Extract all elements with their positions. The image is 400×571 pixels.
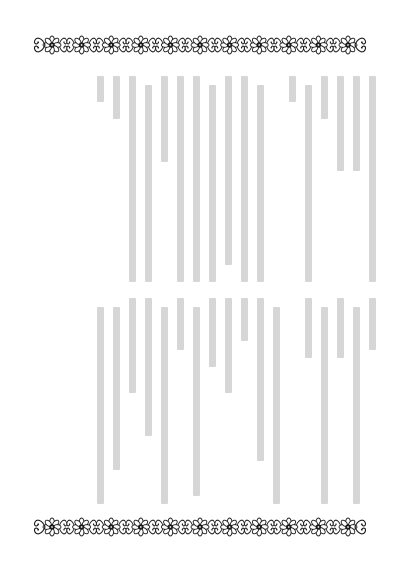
flower-ornament-icon — [161, 518, 179, 536]
flower-ornament-icon — [73, 36, 91, 54]
redacted-text-line — [273, 307, 280, 505]
top-ornament-border — [0, 31, 400, 59]
redacted-text-line — [225, 298, 232, 393]
bottom-ornament-border — [0, 513, 400, 541]
flower-ornament-icon — [250, 36, 268, 54]
redacted-text-line — [369, 76, 376, 282]
redacted-text-line — [177, 298, 184, 350]
redacted-text-line — [129, 76, 136, 282]
flower-ornament-icon — [73, 518, 91, 536]
flower-ornament-icon — [250, 518, 268, 536]
redacted-text-line — [161, 76, 168, 162]
redacted-text-line — [145, 85, 152, 283]
flower-ornament-icon — [309, 518, 327, 536]
flower-ornament-icon — [43, 36, 61, 54]
flower-ornament-icon — [191, 518, 209, 536]
lower-text-tier — [0, 298, 400, 505]
redacted-text-line — [225, 76, 232, 265]
redacted-text-line — [145, 298, 152, 436]
flower-ornament-icon — [102, 518, 120, 536]
redacted-text-line — [177, 76, 184, 282]
flower-ornament-icon — [132, 36, 150, 54]
flower-ornament-icon — [43, 518, 61, 536]
redacted-text-line — [113, 307, 120, 470]
redacted-text-line — [289, 76, 296, 102]
redacted-text-line — [321, 307, 328, 505]
flower-ornament-icon — [102, 36, 120, 54]
redacted-text-line — [209, 298, 216, 367]
redacted-text-line — [193, 76, 200, 282]
redacted-text-line — [305, 85, 312, 283]
redacted-text-line — [193, 307, 200, 496]
flower-ornament-icon — [280, 36, 298, 54]
flower-ornament-icon — [221, 518, 239, 536]
redacted-text-line — [337, 298, 344, 358]
flower-ornament-icon — [339, 518, 357, 536]
redacted-text-line — [97, 307, 104, 505]
flower-ornament-icon — [191, 36, 209, 54]
redacted-text-line — [353, 307, 360, 505]
flower-ornament-icon — [309, 36, 327, 54]
upper-text-tier — [0, 76, 400, 283]
redacted-text-line — [161, 307, 168, 505]
redacted-text-line — [113, 76, 120, 119]
redacted-text-line — [209, 85, 216, 283]
redacted-text-line — [337, 76, 344, 171]
flower-ornament-icon — [132, 518, 150, 536]
redacted-text-line — [321, 76, 328, 119]
redacted-text-line — [369, 298, 376, 350]
redacted-text-line — [129, 298, 136, 393]
flower-ornament-icon — [161, 36, 179, 54]
redacted-text-line — [257, 85, 264, 283]
redacted-text-line — [353, 76, 360, 171]
redacted-text-line — [257, 298, 264, 461]
redacted-text-line — [241, 76, 248, 282]
redacted-text-line — [241, 298, 248, 341]
flower-ornament-icon — [280, 518, 298, 536]
flower-ornament-icon — [221, 36, 239, 54]
flower-ornament-icon — [339, 36, 357, 54]
redacted-text-line — [97, 76, 104, 102]
redacted-text-line — [305, 298, 312, 358]
